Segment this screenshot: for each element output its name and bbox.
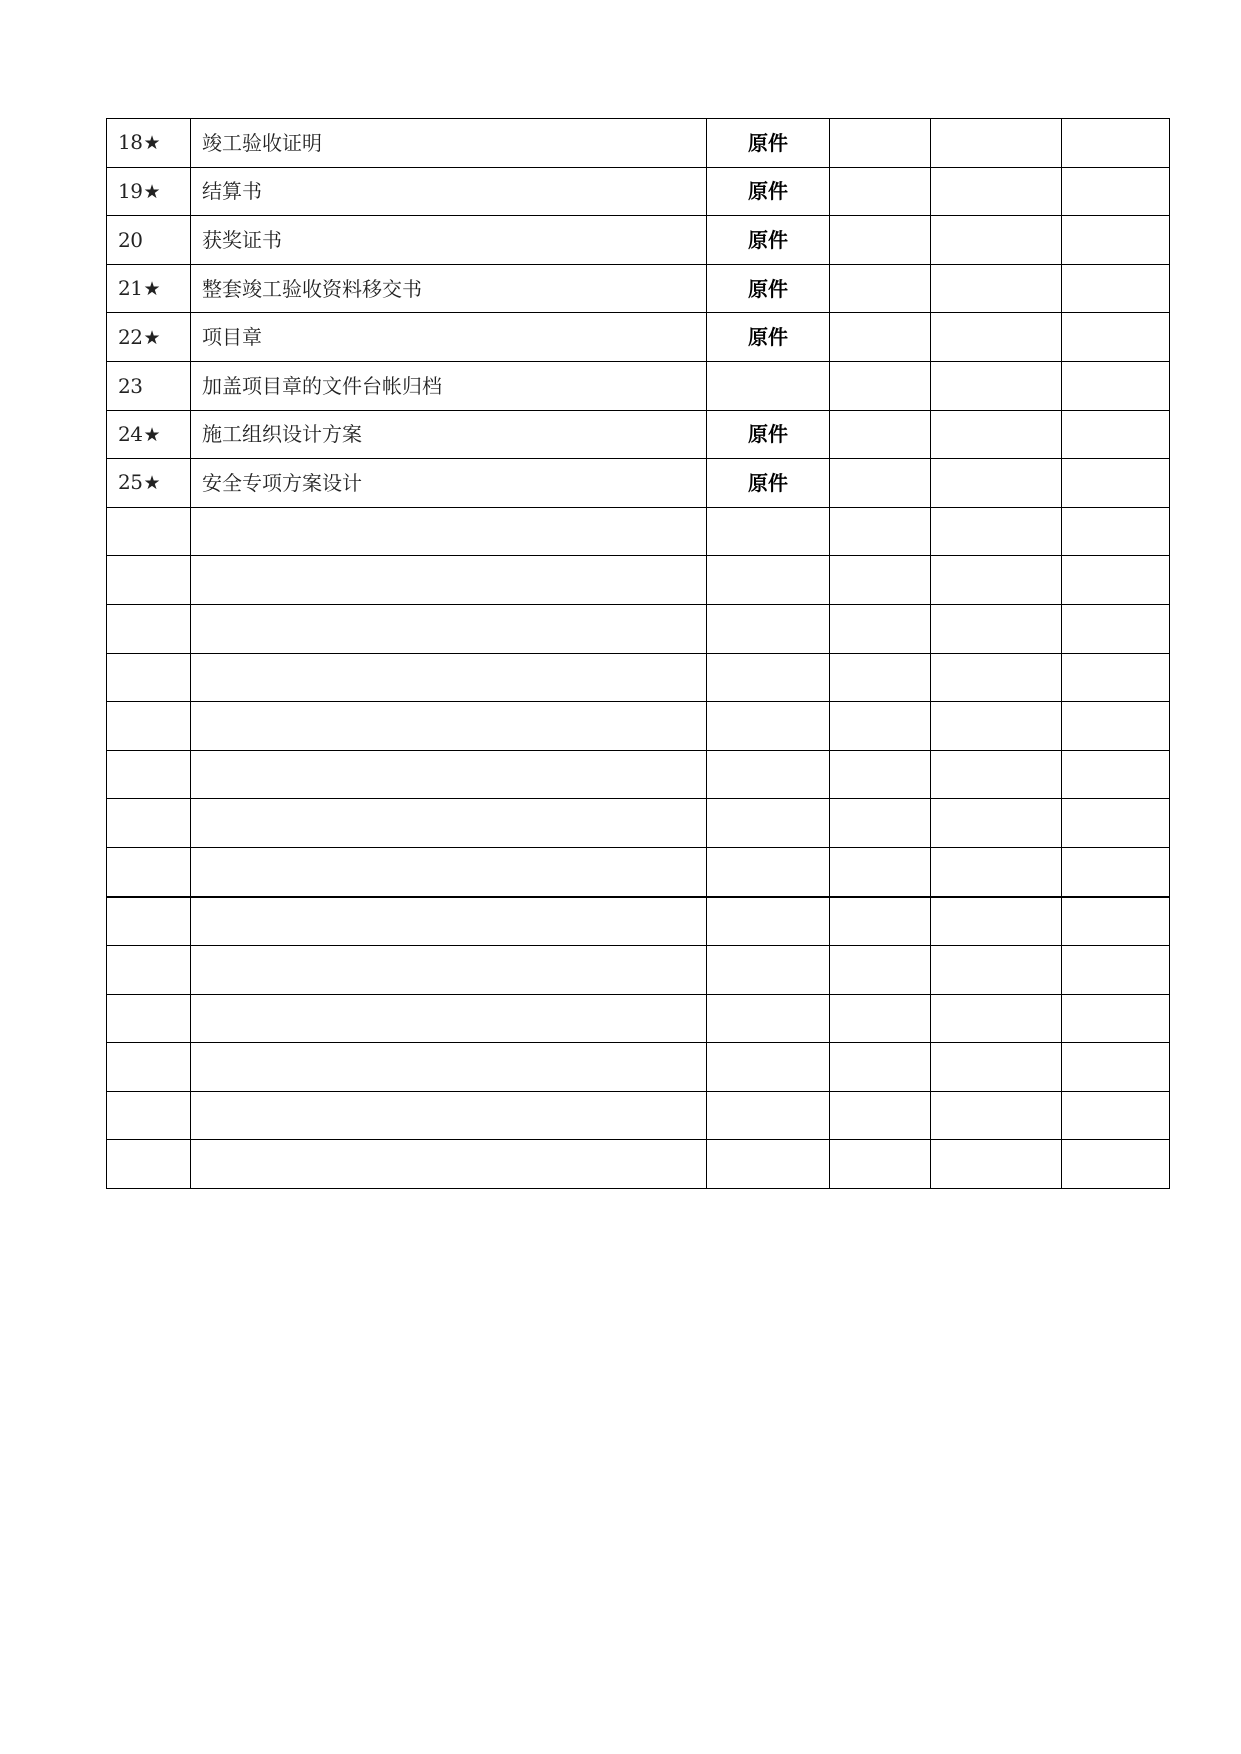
item-number-cell bbox=[107, 216, 191, 265]
blank-cell bbox=[830, 410, 931, 459]
blank-cell bbox=[107, 847, 191, 896]
blank-cell bbox=[107, 994, 191, 1043]
blank-cell bbox=[191, 507, 707, 556]
blank-cell bbox=[1062, 264, 1170, 313]
item-name: 竣工验收证明 bbox=[191, 119, 707, 168]
blank-cell bbox=[707, 946, 830, 995]
blank-cell bbox=[107, 507, 191, 556]
item-number: 21 bbox=[118, 276, 143, 301]
empty-table-row bbox=[107, 653, 1170, 702]
blank-cell bbox=[1062, 1140, 1170, 1189]
blank-cell bbox=[1062, 847, 1170, 896]
blank-cell bbox=[1062, 897, 1170, 946]
item-number: 23 bbox=[118, 373, 143, 398]
blank-cell bbox=[107, 897, 191, 946]
blank-cell bbox=[707, 702, 830, 751]
blank-cell bbox=[830, 604, 931, 653]
blank-cell bbox=[1062, 410, 1170, 459]
blank-cell bbox=[830, 167, 931, 216]
table-row bbox=[107, 459, 1170, 508]
empty-table-row bbox=[107, 1140, 1170, 1189]
blank-cell bbox=[1062, 653, 1170, 702]
empty-table-row bbox=[107, 702, 1170, 751]
blank-cell bbox=[830, 1140, 931, 1189]
blank-cell bbox=[191, 897, 707, 946]
item-name: 结算书 bbox=[191, 167, 707, 216]
blank-cell bbox=[707, 897, 830, 946]
item-number-cell bbox=[107, 313, 191, 362]
table-row bbox=[107, 216, 1170, 265]
table-row bbox=[107, 410, 1170, 459]
blank-cell bbox=[830, 750, 931, 799]
document-type bbox=[707, 361, 830, 410]
blank-cell bbox=[191, 1140, 707, 1189]
document-type: 原件 bbox=[707, 459, 830, 508]
table-row bbox=[107, 264, 1170, 313]
blank-cell bbox=[707, 1140, 830, 1189]
document-type: 原件 bbox=[707, 410, 830, 459]
blank-cell bbox=[931, 361, 1062, 410]
blank-cell bbox=[931, 994, 1062, 1043]
item-number: 25 bbox=[118, 470, 143, 495]
table-row bbox=[107, 313, 1170, 362]
blank-cell bbox=[707, 799, 830, 848]
item-name: 加盖项目章的文件台帐归档 bbox=[191, 361, 707, 410]
empty-table-row bbox=[107, 847, 1170, 896]
blank-cell bbox=[830, 313, 931, 362]
blank-cell bbox=[931, 410, 1062, 459]
blank-cell bbox=[1062, 1091, 1170, 1140]
blank-cell bbox=[830, 556, 931, 605]
item-number-cell bbox=[107, 459, 191, 508]
item-number-cell bbox=[107, 410, 191, 459]
document-type: 原件 bbox=[707, 264, 830, 313]
blank-cell bbox=[931, 653, 1062, 702]
star-icon: ★ bbox=[143, 278, 161, 301]
item-name: 整套竣工验收资料移交书 bbox=[191, 264, 707, 313]
item-number-cell bbox=[107, 119, 191, 168]
empty-table-row bbox=[107, 799, 1170, 848]
blank-cell bbox=[931, 264, 1062, 313]
blank-cell bbox=[931, 167, 1062, 216]
blank-cell bbox=[1062, 946, 1170, 995]
blank-cell bbox=[830, 1043, 931, 1092]
blank-cell bbox=[107, 1091, 191, 1140]
blank-cell bbox=[830, 994, 931, 1043]
blank-cell bbox=[830, 702, 931, 751]
empty-table-row bbox=[107, 1091, 1170, 1140]
item-number: 19 bbox=[118, 178, 143, 203]
blank-cell bbox=[707, 556, 830, 605]
blank-cell bbox=[830, 459, 931, 508]
empty-table-row bbox=[107, 1043, 1170, 1092]
blank-cell bbox=[1062, 750, 1170, 799]
star-icon: ★ bbox=[143, 132, 161, 155]
empty-table-row bbox=[107, 946, 1170, 995]
document-type: 原件 bbox=[707, 216, 830, 265]
blank-cell bbox=[830, 216, 931, 265]
blank-cell bbox=[1062, 361, 1170, 410]
blank-cell bbox=[931, 799, 1062, 848]
blank-cell bbox=[107, 653, 191, 702]
blank-cell bbox=[707, 507, 830, 556]
blank-cell bbox=[931, 702, 1062, 751]
blank-cell bbox=[191, 604, 707, 653]
item-number: 18 bbox=[118, 130, 143, 155]
item-name: 安全专项方案设计 bbox=[191, 459, 707, 508]
blank-cell bbox=[1062, 313, 1170, 362]
blank-cell bbox=[830, 119, 931, 168]
blank-cell bbox=[191, 847, 707, 896]
empty-table-row bbox=[107, 507, 1170, 556]
blank-cell bbox=[191, 1043, 707, 1092]
blank-cell bbox=[830, 361, 931, 410]
star-icon: ★ bbox=[143, 423, 161, 446]
blank-cell bbox=[1062, 119, 1170, 168]
blank-cell bbox=[931, 750, 1062, 799]
blank-cell bbox=[191, 702, 707, 751]
star-icon: ★ bbox=[143, 472, 161, 495]
blank-cell bbox=[707, 604, 830, 653]
document-type: 原件 bbox=[707, 167, 830, 216]
blank-cell bbox=[1062, 507, 1170, 556]
empty-table-row bbox=[107, 604, 1170, 653]
blank-cell bbox=[107, 799, 191, 848]
blank-cell bbox=[191, 653, 707, 702]
blank-cell bbox=[830, 1091, 931, 1140]
blank-cell bbox=[830, 264, 931, 313]
blank-cell bbox=[1062, 702, 1170, 751]
blank-cell bbox=[107, 702, 191, 751]
blank-cell bbox=[1062, 1043, 1170, 1092]
item-name: 施工组织设计方案 bbox=[191, 410, 707, 459]
blank-cell bbox=[707, 750, 830, 799]
blank-cell bbox=[931, 313, 1062, 362]
blank-cell bbox=[707, 1091, 830, 1140]
blank-cell bbox=[107, 604, 191, 653]
blank-cell bbox=[107, 1140, 191, 1189]
blank-cell bbox=[1062, 216, 1170, 265]
document-type: 原件 bbox=[707, 313, 830, 362]
blank-cell bbox=[830, 507, 931, 556]
blank-cell bbox=[931, 1140, 1062, 1189]
blank-cell bbox=[191, 750, 707, 799]
item-number: 20 bbox=[118, 227, 143, 252]
blank-cell bbox=[931, 897, 1062, 946]
blank-cell bbox=[1062, 556, 1170, 605]
blank-cell bbox=[191, 994, 707, 1043]
blank-cell bbox=[931, 604, 1062, 653]
blank-cell bbox=[1062, 994, 1170, 1043]
blank-cell bbox=[107, 1043, 191, 1092]
star-icon: ★ bbox=[143, 180, 161, 203]
blank-cell bbox=[931, 216, 1062, 265]
blank-cell bbox=[931, 847, 1062, 896]
blank-cell bbox=[1062, 459, 1170, 508]
blank-cell bbox=[830, 847, 931, 896]
blank-cell bbox=[107, 750, 191, 799]
blank-cell bbox=[1062, 799, 1170, 848]
table-body bbox=[107, 119, 1170, 1189]
blank-cell bbox=[1062, 604, 1170, 653]
blank-cell bbox=[830, 946, 931, 995]
table-row bbox=[107, 361, 1170, 410]
blank-cell bbox=[931, 507, 1062, 556]
blank-cell bbox=[931, 459, 1062, 508]
document-type: 原件 bbox=[707, 119, 830, 168]
blank-cell bbox=[830, 799, 931, 848]
blank-cell bbox=[191, 799, 707, 848]
empty-table-row bbox=[107, 750, 1170, 799]
blank-cell bbox=[707, 994, 830, 1043]
blank-cell bbox=[931, 1091, 1062, 1140]
blank-cell bbox=[707, 847, 830, 896]
blank-cell bbox=[830, 653, 931, 702]
blank-cell bbox=[191, 556, 707, 605]
item-number: 24 bbox=[118, 421, 143, 446]
empty-table-row bbox=[107, 897, 1170, 946]
star-icon: ★ bbox=[143, 326, 161, 349]
blank-cell bbox=[830, 897, 931, 946]
blank-cell bbox=[107, 556, 191, 605]
blank-cell bbox=[707, 653, 830, 702]
item-number-cell bbox=[107, 264, 191, 313]
blank-cell bbox=[931, 119, 1062, 168]
blank-cell bbox=[107, 946, 191, 995]
blank-cell bbox=[931, 1043, 1062, 1092]
item-name: 获奖证书 bbox=[191, 216, 707, 265]
item-number-cell bbox=[107, 167, 191, 216]
empty-table-row bbox=[107, 994, 1170, 1043]
blank-cell bbox=[191, 946, 707, 995]
blank-cell bbox=[707, 1043, 830, 1092]
table-row bbox=[107, 167, 1170, 216]
item-number: 22 bbox=[118, 324, 143, 349]
blank-cell bbox=[931, 556, 1062, 605]
item-number-cell bbox=[107, 361, 191, 410]
archive-checklist-table bbox=[106, 118, 1170, 1189]
empty-table-row bbox=[107, 556, 1170, 605]
item-name: 项目章 bbox=[191, 313, 707, 362]
blank-cell bbox=[931, 946, 1062, 995]
blank-cell bbox=[191, 1091, 707, 1140]
table-row bbox=[107, 119, 1170, 168]
blank-cell bbox=[1062, 167, 1170, 216]
